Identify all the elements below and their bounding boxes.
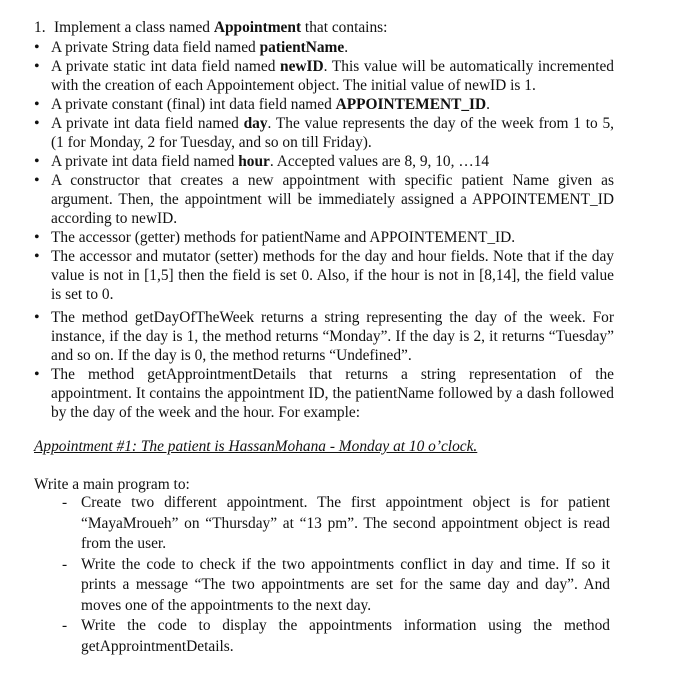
requirement-keyword: hour <box>238 153 270 170</box>
heading-text-before: Implement a class named <box>54 19 214 36</box>
main-program-steps <box>62 493 610 657</box>
task-number: 1. <box>34 19 46 36</box>
requirement-text: A constructor that creates a new appointment with specific patient Name given as argument. Then, the appointment will be immediately assigned a APPOINTEMENT_ID according to newID. <box>51 172 614 227</box>
requirement-text: The accessor and mutator (setter) methods for the day and hour fields. Note that if the day value is not in [1,5] then the field is set 0. Also, if the hour is not in [8,14], the field value is set to 0. <box>51 248 614 303</box>
main-step-item: - Create two different appointment. The first appointment object is for patient “MayaMroueh” on “Thursday” at “13 pm”. The second appointment object is read from the user. <box>62 493 610 555</box>
requirement-text: The method getDayOfTheWeek returns a string representing the day of the week. For instance, if the day is 1, the method returns “Monday”. If the day is 2, it returns “Tuesday” and so on. If the day is 0, the method returns “Undefined”. <box>51 309 614 364</box>
requirement-text: . <box>344 39 349 56</box>
requirement-keyword: day <box>243 115 268 132</box>
task-heading <box>34 18 654 37</box>
requirement-keyword: patientName <box>259 39 345 56</box>
requirement-item <box>34 228 614 247</box>
requirement-text: . <box>486 96 490 113</box>
main-step-item: - Write the code to check if the two appointments conflict in day and time. If so it prints a message “The two appointments are set for the same day and day”. And moves one of the appointments to the next day. <box>62 555 610 617</box>
requirement-text: A private String data field named <box>51 39 260 56</box>
requirement-item <box>34 308 614 365</box>
requirements-list <box>34 38 614 422</box>
requirement-text: . Accepted values are 8, 9, 10, …14 <box>269 153 490 170</box>
requirement-text: A private int data field named <box>51 153 239 170</box>
requirement-item <box>34 152 614 171</box>
main-step-item: - Write the code to display the appointments information using the method getApprointmentDetails. <box>62 616 610 657</box>
requirement-item <box>34 114 614 152</box>
requirement-item <box>34 95 614 114</box>
requirement-item <box>34 38 614 57</box>
heading-text-after: that contains: <box>301 19 388 36</box>
requirement-text: The accessor (getter) methods for patientName and APPOINTEMENT_ID. <box>51 229 516 246</box>
requirement-keyword: APPOINTEMENT_ID <box>335 96 487 113</box>
requirement-text: A private int data field named <box>51 115 244 132</box>
requirement-text: The method getApprointmentDetails that returns a string representation of the appointment. It contains the appointment ID, the patientName followed by a dash followed by the day of the week and the hour. For example: <box>51 366 614 421</box>
requirement-text: A private static int data field named <box>51 58 281 75</box>
requirement-item <box>34 57 614 95</box>
main-program-title: Write a main program to: <box>34 476 190 493</box>
requirement-item <box>34 365 614 422</box>
requirement-text: . The value represents the day of the week from 1 to 5, (1 for Monday, 2 for Tuesday, and so on till Friday). <box>51 115 614 151</box>
requirement-text: A private constant (final) int data field named <box>51 96 336 113</box>
example-output: Appointment #1: The patient is HassanMohana - Monday at 10 o’clock. <box>34 438 478 455</box>
requirement-text: . This value will be automatically incremented with the creation of each Appointement object. The initial value of newID is 1. <box>51 58 614 94</box>
requirement-keyword: newID <box>280 58 324 75</box>
heading-class-name: Appointment <box>213 19 302 36</box>
requirement-item <box>34 247 614 304</box>
requirement-item <box>34 171 614 228</box>
